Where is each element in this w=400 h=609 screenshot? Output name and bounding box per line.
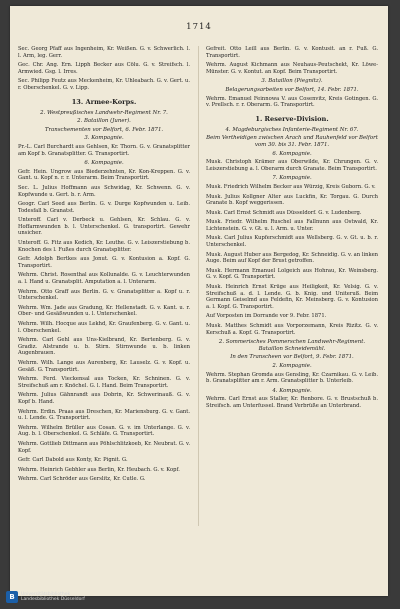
right-entry-paragraph: Musk. Matthes Schmidt aus Vorporzemann, Kreis Rizitz. G. v. Kerschuß a. Kopf. G. Transportirt. (206, 323, 378, 336)
right-column (206, 46, 378, 413)
left-entry-paragraph: Gefr. Adolph Bertkes aus Jonut. G. v. Kontusion a. Kopf. G. Transportirt. (18, 256, 190, 269)
left-entry-paragraph: Geogr. Carl Seed aus Berlin. G. v. Durge Kopfwunden u. Leib. Todesfall b. Granatst. (18, 201, 190, 214)
page-number: 1714 (186, 22, 212, 32)
right-subheading: 7. Kompagnie. (272, 175, 312, 182)
left-section-heading: 13. Armee-Korps. (71, 97, 137, 106)
library-logo (6, 591, 85, 603)
right-section-heading: 1. Reserve-Division. (255, 114, 329, 123)
right-entry-paragraph: Musk. Hermann Emanuel Lolgeich aus Hohrau, Kr. Weinsberg. G. v. Kopf. G. Transportirt. (206, 267, 378, 281)
left-entry-paragraph: Wehrm. Ferd. Vieckensal aus Tocken, Kr. Schninen. G. v. Streifschuß am r. Knöchel. G. l. Hand. Beim Transportirt. (18, 376, 190, 389)
left-subheading: 2. Westpreußisches Landwehr-Regiment Nr. 7. (40, 109, 168, 116)
left-entry-paragraph: Wehrm. Carl Gehl aus Uns-Kielbrand, Kr. Bertenberg. G. v. Gradiz. Alstrande u. b. Stirn. Stirnwunde u. b. linken Augenbrauen. (18, 337, 190, 357)
right-entry-paragraph: Wehrm. Carl Ernst aus Staller, Kr. Renbore. G. v. Brustschuß b. Streifsch. am Unterfussel. Brand Verbrüße an Unterbrand. (206, 396, 378, 409)
left-subheading: Transchementen vor Belfort, 6. Febr. 1871. (44, 126, 164, 133)
left-subheading: 2. Bataillon (Juner). (77, 118, 131, 125)
left-entry-paragraph: Gec. Chr. Ang. Ern. Lipph Becker aus Cölu. G. v. Streifsch. l. Armwied. Gsg. l. Irres. (18, 62, 190, 75)
right-entry-paragraph: Wehrm. Stephan Gromda aus Gensling, Kr. Czarnikau. G. v. Leib. b. Granatsplitter am r. Arm. Granatsplitter b. Unterleib. (206, 371, 378, 385)
left-entry-paragraph: Sec. L. Julius Hoffmann aus Schwidag, Kr. Schwenn. G. v. Kopfwunde u. Gert. b. r. Arm. (18, 184, 190, 198)
left-entry-paragraph: Unteroff. G. Fitz aus Kedich, Kr. Leuthe. G. v. Leiszerstiebung b. Knochen des l. Fußes durch Granatsplitter. (18, 240, 190, 253)
left-entry-paragraph: Gefr. Hein. Ungrow aus Biederzehnten, Kr. Kon-Kreppen. G. v. Gant. u. Kopf n. r. r. Unterarm. Beim Transportirt. (18, 168, 190, 182)
column-divider (198, 46, 199, 526)
left-entry-paragraph: Wehrm. Wilh. Hocque aus Lekhd, Kr. Graufenberg. G. v. Gant. u. l. Oberschenkel. (18, 321, 190, 334)
library-logo-icon: B (6, 591, 18, 603)
right-entry-paragraph: Musk. Julius Kollgner Alter aus Luckfin, Kr. Torgau. G. Durch Granate b. Kopf weggerissen. (206, 193, 378, 207)
right-subheading: 2. Sommerisches Pommerschen Landwehr-Regiment. Bataillon Schneidemühl. (218, 339, 366, 352)
right-subheading: 4. Magdeburgisches Infanterie-Regiment Nr. 67. (225, 126, 359, 133)
right-entry-paragraph: Wehrm. Emanuel Feinnowa V. aus Cosenvitz, Kreis Gotingen. G. v. Prellsch. r. r. Oberarm. G. Transportirt. (206, 95, 378, 109)
right-entry-paragraph: Musk. Christoph Krämer aus Oberwilde, Kr. Chrungen. G. v. Leiszerstiebung a. l. Oberarm durch Granate. Beim Transportirt. (206, 159, 378, 172)
right-entry-paragraph: Musk. Friedrich Wilhelm Becker aus Würzig, Kreis Guborn. G. v. (206, 183, 376, 190)
right-subheading: 2. Kompagnie. (272, 362, 312, 369)
left-subheading: 6. Kompagnie. (84, 160, 124, 167)
right-entry-paragraph: Gefreit. Otto Leill aus Berlin. G. v. Kontusit. an r. Fuß. G. Transportirt. (206, 46, 378, 59)
left-entry-paragraph: Wehrm. Carl Schröder aus Gerslitz, Kr. Cutle. G. (18, 476, 146, 483)
left-entry-paragraph: Wehrm. Otto Graff aus Berlin. G. v. Granatsplitter a. Kopf u. r. Unterschenkel. (18, 288, 190, 302)
left-entry-paragraph: Wehrm. Heinrich Gebhler aus Berlin, Kr. Heubach. G. v. Kopf. (18, 466, 180, 473)
left-entry-paragraph: Pr.-L. Carl Burchardt aus Gehlsen, Kr. Thorn. G. v. Granatsplitter am Kopf b. Granatsplitter. G. Transportirt. (18, 143, 190, 157)
right-entry-paragraph: Musk. Heinrich Ernst Krüge aus Heiligkeit, Kr. Velsig. G. v. Streifschuß a. d. l. Lende. G. b. Knig. und Uniteruß. Beim Germann Geiselmd aus Feldefin, Kr. Meinsberg. G. v. Kontusion a. l. Kopf. G. Transportirt. (206, 284, 378, 310)
left-column (18, 46, 190, 486)
right-entry-paragraph: Musk. Carl Julius Kupferschmidt aus Wellsberg. G. v. Gt. u. b. r. Unterschenkel. (206, 235, 378, 249)
right-subheading: 6. Kompagnie. (272, 150, 312, 157)
left-entry-paragraph: Wehrm. Wm. Jade aus Gradung, Kr. Hellenstadt. G. v. Kant. u. r. Ober- und Gesäßwunden u. l. Unterschenkel. (18, 304, 190, 318)
right-entry-paragraph: Auf Vorposten im Dorrande vor 9. Febr. 1871. (206, 313, 327, 320)
right-entry-paragraph: Musk. Carl Ernst Schmidt aus Düsseldorf. G. v. Ludenberg. (206, 209, 362, 216)
library-logo-line-2: Landesbibliothek Düsseldorf (21, 597, 85, 602)
left-entry-paragraph: Unteroff. Carl v. Derbeck u. Gehlsen, Kr. Schlau. G. v. Hoffarmwunden b. l. Unterschenkel. G. transportirt. Gewehr unsicher. (18, 217, 190, 237)
left-entry-paragraph: Wehrm. Wilh. Lange aus Aurenberg, Kr. Lauselz. G. v. Kopf. u. Gesäß. G. Transportirt. (18, 359, 190, 373)
right-subheading: Belagerungsarbeiten vor Belfort, 14. Febr. 1871. (225, 86, 359, 93)
library-logo-line-1: Universitätsbibliothek (21, 591, 71, 597)
document-page (10, 6, 388, 596)
left-entry-paragraph: Sec. Philipp Feutz aus Meckenheim, Kr. Uhleabach. G. v. Gert. u. r. Oberschenkel. G. v. Lipp. (18, 78, 190, 91)
right-subheading: 4. Kompagnie. (272, 387, 312, 394)
left-subheading: 3. Kompagnie. (84, 135, 124, 142)
right-entry-paragraph: Musk. Friedr. Wilhelm Ruschel aus Fallnunn aus Ostwald, Kr. Lichtenstein. G. v. Gt. u. l. Arm. u. Unter. (206, 219, 378, 232)
left-entry-paragraph: Wehrm. Julius Gähnrandt aus Dobrin, Kr. Schwerinauß. G. v. Kopf b. Hand. (18, 392, 190, 405)
library-logo-text (21, 592, 85, 602)
left-entry-paragraph: Wehrm. Wilhelm Brüller aus Cosan. G. v. im Unterlange. G. v. Aug. b. l. Oberschenkel. G. Schläfe. G. Transportirt. (18, 424, 190, 438)
left-entry-paragraph: Wehrm. Gottlieb Dittmann aus Pöhlschlitzkoeb, Kr. Neubrat. G. v. Kopf. (18, 440, 190, 454)
left-entry-paragraph: Gefr. Carl Dabold aus Konty, Kr. Pignit. G. (18, 457, 128, 464)
left-entry-paragraph: Sec. Georg Pfaff aus Ingenheim, Kr. Weißen. G. v. Schwerlich. l. l. Arm, leg. Gerr. (18, 46, 190, 59)
right-subheading: 3. Bataillon (Piegnitz). (261, 78, 323, 85)
right-subheading: In den Transcheen vor Belfort, 9. Febr. 1871. (230, 354, 354, 361)
right-entry-paragraph: Musk. August Huber aus Bergedog, Kr. Schneidig. G. v. an linken Auge. Beim auf Kopf der Brust getroffen. (206, 251, 378, 265)
left-entry-paragraph: Wehrm. Christ. Rosenthal aus Kollunalde. G. v. Leuchterwunden a. l. Hand u. Granatsplit. Amputation a. l. Unterarm. (18, 272, 190, 286)
right-subheading: Beim Vertheidigen zwischen Arach und Rauhenfeld vor Belfort vom 30. bis 31. Febr. 1871. (206, 135, 378, 148)
left-entry-paragraph: Wehrm. Erdin. Praas aus Dreschen, Kr. Mariensburg. G. v. Gant. u. l. Lende. G. Transportirt. (18, 408, 190, 422)
right-entry-paragraph: Wehrm. August Kichmann aus Neuhaus-Peutschekt, Kr. Löwe-Münster. G. v. Kontut. an Kopf. Beim Transportirt. (206, 62, 378, 75)
